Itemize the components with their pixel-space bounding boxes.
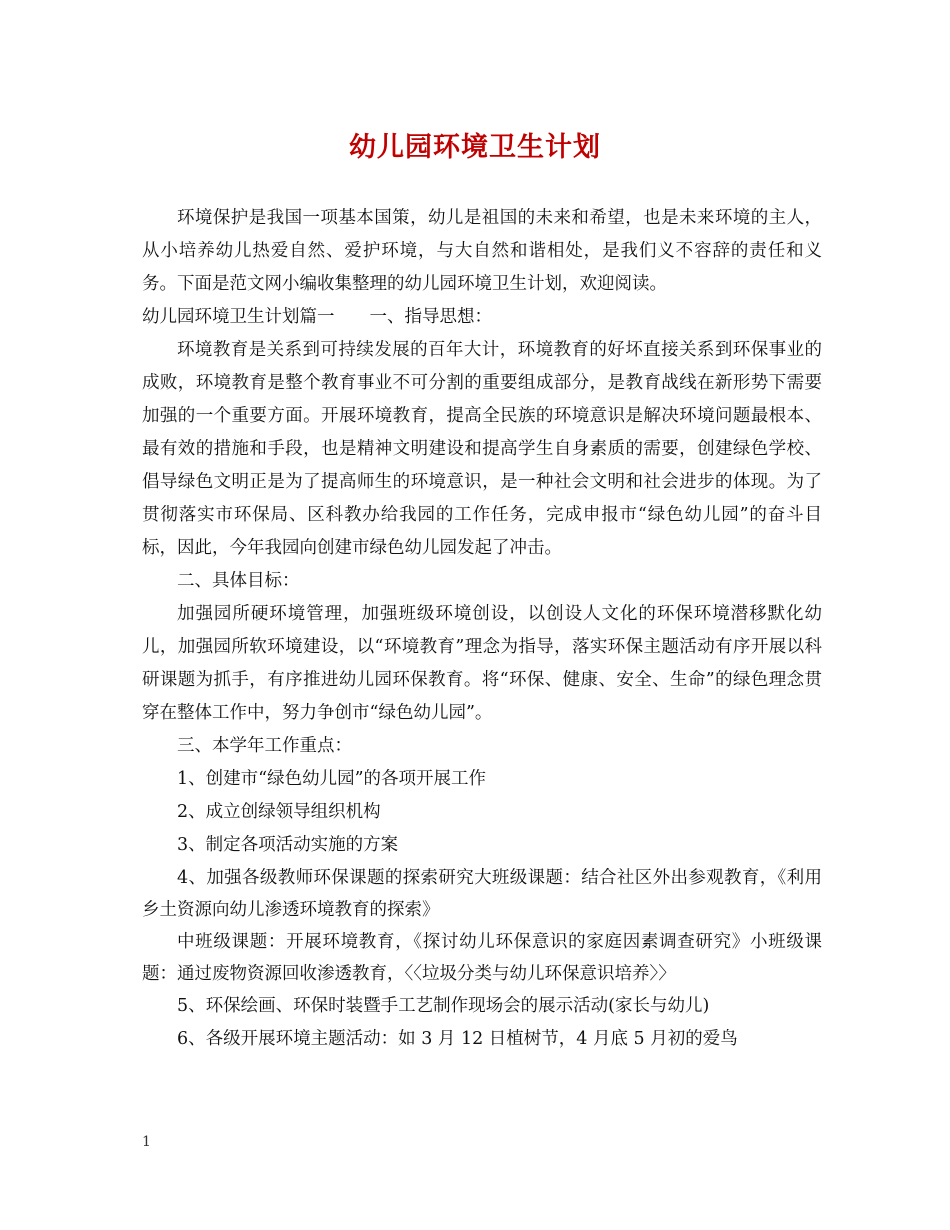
section-heading-plan-one: 幼儿园环境卫生计划篇一 一、指导思想：	[142, 307, 492, 327]
section-heading-goals: 二、具体目标：	[177, 571, 300, 591]
list-item-6: 6、各级开展环境主题活动：如 3 月 12 日植树节，4 月底 5 月初的爱鸟	[177, 1029, 738, 1049]
document-body	[142, 202, 822, 1056]
section-heading-key-work: 三、本学年工作重点：	[177, 736, 352, 756]
list-item-3: 3、制定各项活动实施的方案	[177, 835, 399, 855]
guiding-thought-paragraph: 环境教育是关系到可持续发展的百年大计，环境教育的好坏直接关系到环保事业的成败，环境教育是整个教育事业不可分割的重要组成部分，是教育战线在新形势下需要加强的一个重要方面。开展环境教育，提高全民族的环境意识是解决环境问题最根本、最有效的措施和手段，也是精神文明建设和提高学生自身素质的需要，创建绿色学校、倡导绿色文明正是为了提高师生的环境意识，是一种社会文明和社会进步的体现。为了贯彻落实市环保局、区科教办给我园的工作任务，完成申报市“绿色幼儿园”的奋斗目标，因此，今年我园向创建市绿色幼儿园发起了冲击。	[142, 340, 822, 558]
document-title: 幼儿园环境卫生计划	[349, 132, 601, 163]
page-number: 1	[142, 1134, 151, 1150]
middle-class-topic-paragraph: 中班级课题：开展环境教育，《探讨幼儿环保意识的家庭因素调查研究》小班级课题：通过废物资源回收渗透教育，〈〈垃圾分类与幼儿环保意识培养〉〉	[142, 932, 822, 984]
list-item-5: 5、环保绘画、环保时装暨手工艺制作现场会的展示活动(家长与幼儿)	[177, 996, 710, 1016]
list-item-1: 1、创建市“绿色幼儿园”的各项开展工作	[177, 769, 487, 789]
list-item-2: 2、成立创绿领导组织机构	[177, 802, 381, 822]
intro-paragraph: 环境保护是我国一项基本国策，幼儿是祖国的未来和希望，也是未来环境的主人，从小培养幼儿热爱自然、爱护环境，与大自然和谐相处，是我们义不容辞的责任和义务。下面是范文网小编收集整理的幼儿园环境卫生计划，欢迎阅读。	[142, 208, 822, 294]
list-item-4: 4、加强各级教师环保课题的探索研究大班级课题：结合社区外出参观教育，《利用乡土资源向幼儿渗透环境教育的探索》	[142, 868, 822, 920]
goals-paragraph: 加强园所硬环境管理，加强班级环境创设，以创设人文化的环保环境潜移默化幼儿，加强园所软环境建设，以“环境教育”理念为指导，落实环保主题活动有序开展以科研课题为抓手，有序推进幼儿园环保教育。将“环保、健康、安全、生命”的绿色理念贯穿在整体工作中，努力争创市“绿色幼儿园”。	[142, 604, 822, 723]
